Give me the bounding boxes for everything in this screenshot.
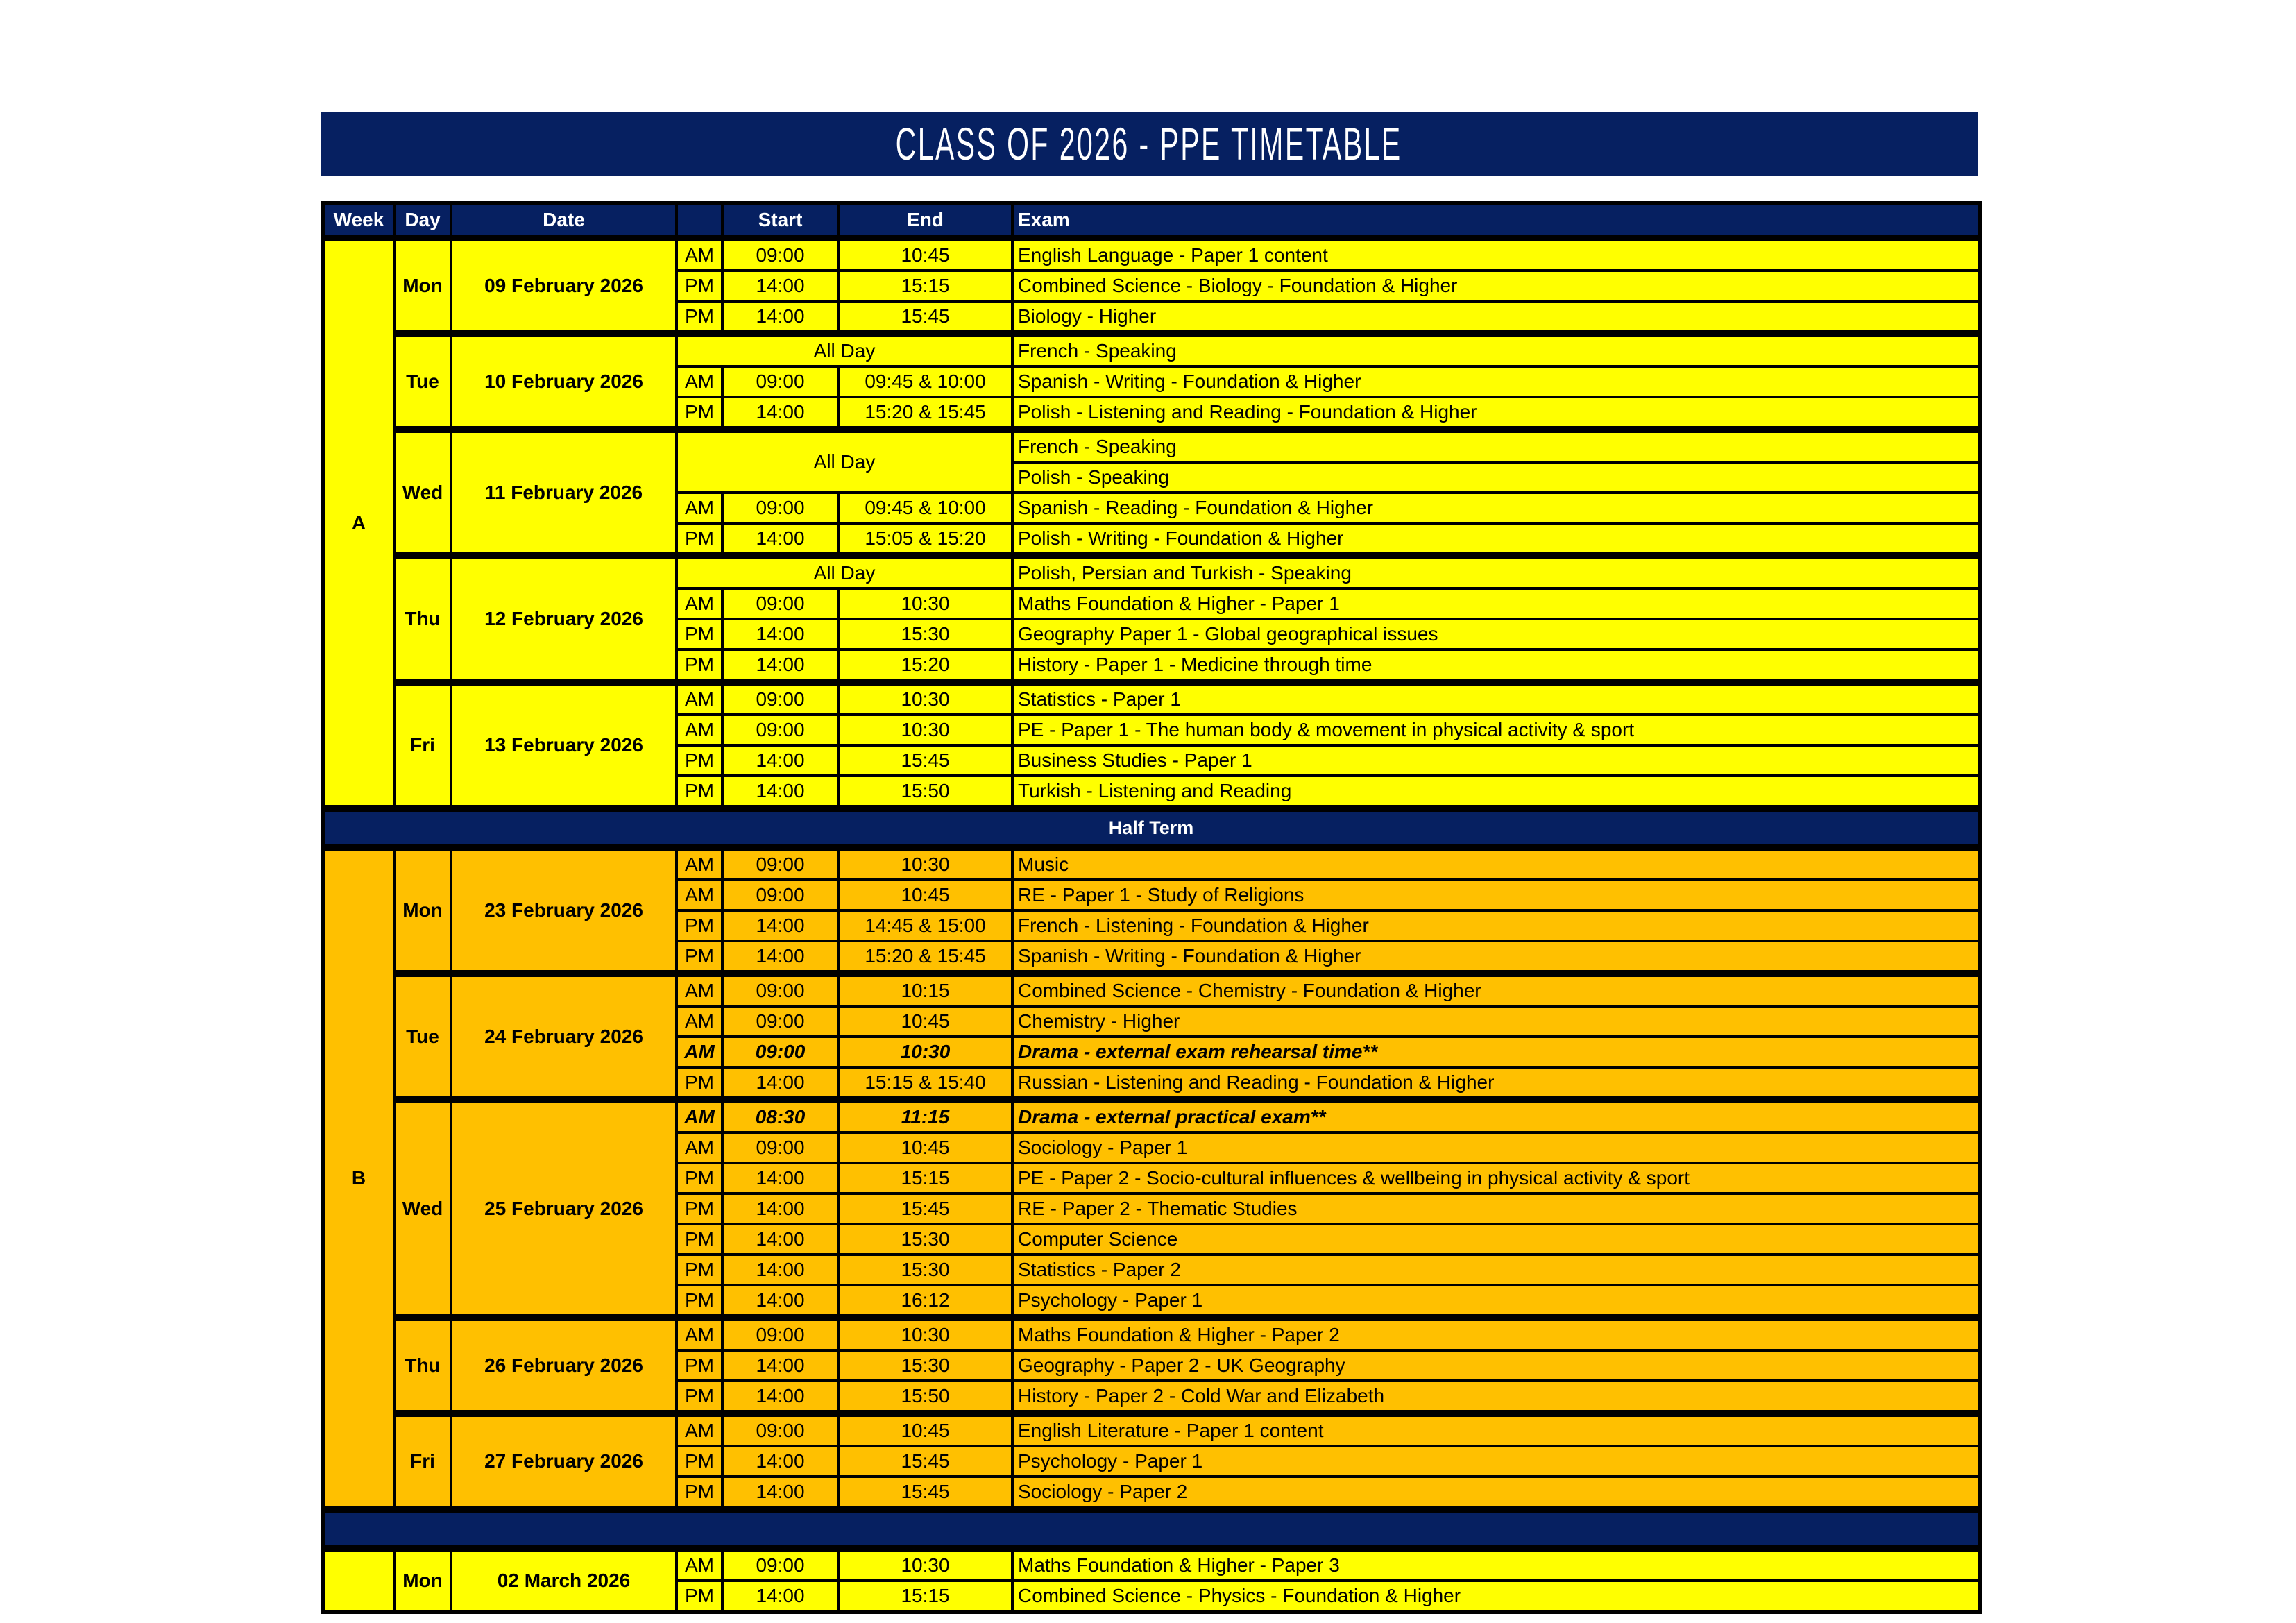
- day-cell: Wed: [394, 1100, 451, 1318]
- end-time-cell: 16:12: [838, 1285, 1012, 1318]
- end-time-cell: 15:50: [838, 776, 1012, 808]
- end-time-cell: 15:30: [838, 1350, 1012, 1381]
- end-time-cell: 15:15 & 15:40: [838, 1067, 1012, 1100]
- end-time-cell: 15:20 & 15:45: [838, 941, 1012, 974]
- end-time-cell: 10:45: [838, 238, 1012, 271]
- session-cell: AM: [677, 974, 722, 1006]
- start-time-cell: 14:00: [722, 910, 838, 941]
- session-cell: AM: [677, 1037, 722, 1067]
- exam-cell: Statistics - Paper 2: [1012, 1255, 1980, 1285]
- start-time-cell: 09:00: [722, 493, 838, 523]
- day-cell: Fri: [394, 1413, 451, 1509]
- session-cell: PM: [677, 1224, 722, 1255]
- exam-cell: Psychology - Paper 1: [1012, 1446, 1980, 1477]
- start-time-cell: 14:00: [722, 1446, 838, 1477]
- end-time-cell: 11:15: [838, 1100, 1012, 1132]
- exam-cell: Combined Science - Biology - Foundation & Higher: [1012, 271, 1980, 301]
- end-time-cell: 10:30: [838, 1037, 1012, 1067]
- exam-cell: Sociology - Paper 2: [1012, 1477, 1980, 1509]
- exam-cell: Business Studies - Paper 1: [1012, 745, 1980, 776]
- end-time-cell: 15:45: [838, 1446, 1012, 1477]
- exam-cell: Music: [1012, 847, 1980, 880]
- divider-row: [323, 1509, 1980, 1548]
- week-cell: [323, 1548, 394, 1612]
- session-cell: AM: [677, 493, 722, 523]
- start-time-cell: 14:00: [722, 619, 838, 649]
- divider-label: [323, 1509, 1980, 1548]
- end-time-cell: 10:30: [838, 682, 1012, 715]
- exam-cell: Biology - Higher: [1012, 301, 1980, 334]
- end-time-cell: 15:30: [838, 1255, 1012, 1285]
- exam-row: [323, 1413, 1980, 1446]
- end-time-cell: 10:15: [838, 974, 1012, 1006]
- date-cell: 26 February 2026: [451, 1318, 677, 1413]
- session-cell: AM: [677, 1006, 722, 1037]
- header-cell-day: Day: [394, 203, 451, 238]
- start-time-cell: 09:00: [722, 1037, 838, 1067]
- header-cell-exam: Exam: [1012, 203, 1980, 238]
- all-day-cell: All Day: [677, 334, 1012, 366]
- exam-row: [323, 1318, 1980, 1350]
- exam-row: [323, 430, 1980, 462]
- exam-cell: Geography - Paper 2 - UK Geography: [1012, 1350, 1980, 1381]
- session-cell: AM: [677, 682, 722, 715]
- end-time-cell: 10:30: [838, 715, 1012, 745]
- end-time-cell: 09:45 & 10:00: [838, 366, 1012, 397]
- session-cell: PM: [677, 1193, 722, 1224]
- session-cell: PM: [677, 397, 722, 430]
- start-time-cell: 08:30: [722, 1100, 838, 1132]
- start-time-cell: 09:00: [722, 1318, 838, 1350]
- day-cell: Thu: [394, 556, 451, 682]
- end-time-cell: 09:45 & 10:00: [838, 493, 1012, 523]
- end-time-cell: 15:30: [838, 1224, 1012, 1255]
- session-cell: PM: [677, 941, 722, 974]
- session-cell: AM: [677, 366, 722, 397]
- session-cell: PM: [677, 1381, 722, 1413]
- session-cell: PM: [677, 1446, 722, 1477]
- header-cell-session: [677, 203, 722, 238]
- header-cell-start: Start: [722, 203, 838, 238]
- end-time-cell: 15:45: [838, 301, 1012, 334]
- header-cell-end: End: [838, 203, 1012, 238]
- start-time-cell: 14:00: [722, 301, 838, 334]
- session-cell: AM: [677, 715, 722, 745]
- exam-cell: French - Listening - Foundation & Higher: [1012, 910, 1980, 941]
- exam-cell: Drama - external practical exam**: [1012, 1100, 1980, 1132]
- exam-cell: Russian - Listening and Reading - Foundation & Higher: [1012, 1067, 1980, 1100]
- start-time-cell: 14:00: [722, 1224, 838, 1255]
- date-cell: 27 February 2026: [451, 1413, 677, 1509]
- start-time-cell: 14:00: [722, 1255, 838, 1285]
- start-time-cell: 14:00: [722, 397, 838, 430]
- end-time-cell: 15:05 & 15:20: [838, 523, 1012, 556]
- exam-cell: Combined Science - Physics - Foundation & Higher: [1012, 1581, 1980, 1612]
- exam-cell: Turkish - Listening and Reading: [1012, 776, 1980, 808]
- end-time-cell: 10:45: [838, 880, 1012, 910]
- start-time-cell: 09:00: [722, 1413, 838, 1446]
- exam-row: [323, 847, 1980, 880]
- start-time-cell: 09:00: [722, 1006, 838, 1037]
- date-cell: 02 March 2026: [451, 1548, 677, 1612]
- exam-cell: English Language - Paper 1 content: [1012, 238, 1980, 271]
- title-bar: [321, 112, 1978, 176]
- session-cell: PM: [677, 1067, 722, 1100]
- start-time-cell: 14:00: [722, 1350, 838, 1381]
- session-cell: PM: [677, 301, 722, 334]
- session-cell: PM: [677, 1255, 722, 1285]
- session-cell: AM: [677, 238, 722, 271]
- end-time-cell: 15:15: [838, 1581, 1012, 1612]
- exam-cell: Combined Science - Chemistry - Foundation & Higher: [1012, 974, 1980, 1006]
- session-cell: PM: [677, 1285, 722, 1318]
- start-time-cell: 09:00: [722, 366, 838, 397]
- session-cell: AM: [677, 847, 722, 880]
- start-time-cell: 14:00: [722, 649, 838, 682]
- date-cell: 11 February 2026: [451, 430, 677, 556]
- start-time-cell: 09:00: [722, 974, 838, 1006]
- exam-cell: Psychology - Paper 1: [1012, 1285, 1980, 1318]
- exam-row: [323, 682, 1980, 715]
- session-cell: AM: [677, 1132, 722, 1163]
- page-title: CLASS OF 2026 - PPE TIMETABLE: [896, 118, 1402, 169]
- exam-cell: Chemistry - Higher: [1012, 1006, 1980, 1037]
- week-cell: B: [323, 847, 394, 1509]
- exam-cell: Spanish - Writing - Foundation & Higher: [1012, 941, 1980, 974]
- session-cell: AM: [677, 1100, 722, 1132]
- day-cell: Mon: [394, 1548, 451, 1612]
- header-cell-date: Date: [451, 203, 677, 238]
- exam-cell: Polish - Speaking: [1012, 462, 1980, 493]
- exam-row: [323, 556, 1980, 588]
- end-time-cell: 15:20: [838, 649, 1012, 682]
- start-time-cell: 14:00: [722, 745, 838, 776]
- exam-cell: French - Speaking: [1012, 334, 1980, 366]
- date-cell: 09 February 2026: [451, 238, 677, 334]
- session-cell: PM: [677, 776, 722, 808]
- session-cell: AM: [677, 880, 722, 910]
- ppe-timetable: [321, 201, 1982, 1614]
- start-time-cell: 14:00: [722, 1163, 838, 1193]
- day-cell: Fri: [394, 682, 451, 808]
- exam-cell: RE - Paper 1 - Study of Religions: [1012, 880, 1980, 910]
- exam-cell: Polish - Writing - Foundation & Higher: [1012, 523, 1980, 556]
- exam-row: [323, 1100, 1980, 1132]
- date-cell: 12 February 2026: [451, 556, 677, 682]
- end-time-cell: 10:45: [838, 1413, 1012, 1446]
- end-time-cell: 15:15: [838, 271, 1012, 301]
- day-cell: Mon: [394, 238, 451, 334]
- end-time-cell: 15:50: [838, 1381, 1012, 1413]
- exam-cell: French - Speaking: [1012, 430, 1980, 462]
- start-time-cell: 14:00: [722, 1581, 838, 1612]
- start-time-cell: 14:00: [722, 271, 838, 301]
- exam-cell: Sociology - Paper 1: [1012, 1132, 1980, 1163]
- start-time-cell: 14:00: [722, 523, 838, 556]
- session-cell: AM: [677, 588, 722, 619]
- day-cell: Tue: [394, 334, 451, 430]
- day-cell: Mon: [394, 847, 451, 974]
- session-cell: AM: [677, 1318, 722, 1350]
- session-cell: PM: [677, 619, 722, 649]
- session-cell: PM: [677, 649, 722, 682]
- exam-cell: Spanish - Writing - Foundation & Higher: [1012, 366, 1980, 397]
- session-cell: PM: [677, 910, 722, 941]
- exam-row: [323, 238, 1980, 271]
- exam-row: [323, 974, 1980, 1006]
- start-time-cell: 14:00: [722, 1067, 838, 1100]
- start-time-cell: 14:00: [722, 1193, 838, 1224]
- session-cell: PM: [677, 1477, 722, 1509]
- end-time-cell: 10:30: [838, 847, 1012, 880]
- date-cell: 23 February 2026: [451, 847, 677, 974]
- end-time-cell: 10:30: [838, 1318, 1012, 1350]
- session-cell: PM: [677, 271, 722, 301]
- exam-cell: PE - Paper 1 - The human body & movement in physical activity & sport: [1012, 715, 1980, 745]
- end-time-cell: 15:45: [838, 745, 1012, 776]
- date-cell: 10 February 2026: [451, 334, 677, 430]
- end-time-cell: 15:20 & 15:45: [838, 397, 1012, 430]
- divider-row: [323, 808, 1980, 847]
- exam-cell: RE - Paper 2 - Thematic Studies: [1012, 1193, 1980, 1224]
- start-time-cell: 09:00: [722, 682, 838, 715]
- exam-cell: Maths Foundation & Higher - Paper 2: [1012, 1318, 1980, 1350]
- session-cell: PM: [677, 523, 722, 556]
- start-time-cell: 09:00: [722, 1132, 838, 1163]
- session-cell: AM: [677, 1548, 722, 1581]
- day-cell: Tue: [394, 974, 451, 1100]
- day-cell: Thu: [394, 1318, 451, 1413]
- all-day-cell: All Day: [677, 556, 1012, 588]
- end-time-cell: 15:45: [838, 1193, 1012, 1224]
- date-cell: 13 February 2026: [451, 682, 677, 808]
- exam-cell: Geography Paper 1 - Global geographical issues: [1012, 619, 1980, 649]
- date-cell: 24 February 2026: [451, 974, 677, 1100]
- exam-cell: English Literature - Paper 1 content: [1012, 1413, 1980, 1446]
- end-time-cell: 10:45: [838, 1006, 1012, 1037]
- all-day-cell: All Day: [677, 430, 1012, 493]
- start-time-cell: 09:00: [722, 715, 838, 745]
- exam-cell: Drama - external exam rehearsal time**: [1012, 1037, 1980, 1067]
- start-time-cell: 14:00: [722, 1285, 838, 1318]
- week-cell: A: [323, 238, 394, 808]
- session-cell: PM: [677, 1581, 722, 1612]
- start-time-cell: 09:00: [722, 238, 838, 271]
- exam-cell: History - Paper 1 - Medicine through time: [1012, 649, 1980, 682]
- start-time-cell: 14:00: [722, 941, 838, 974]
- divider-label: Half Term: [323, 808, 1980, 847]
- end-time-cell: 15:15: [838, 1163, 1012, 1193]
- exam-cell: Maths Foundation & Higher - Paper 3: [1012, 1548, 1980, 1581]
- exam-row: [323, 334, 1980, 366]
- exam-row: [323, 1548, 1980, 1581]
- header-cell-week: Week: [323, 203, 394, 238]
- start-time-cell: 09:00: [722, 1548, 838, 1581]
- exam-cell: Spanish - Reading - Foundation & Higher: [1012, 493, 1980, 523]
- start-time-cell: 09:00: [722, 847, 838, 880]
- session-cell: PM: [677, 745, 722, 776]
- end-time-cell: 15:30: [838, 619, 1012, 649]
- session-cell: AM: [677, 1413, 722, 1446]
- start-time-cell: 14:00: [722, 1381, 838, 1413]
- exam-cell: Polish - Listening and Reading - Foundation & Higher: [1012, 397, 1980, 430]
- start-time-cell: 09:00: [722, 588, 838, 619]
- session-cell: PM: [677, 1350, 722, 1381]
- start-time-cell: 09:00: [722, 880, 838, 910]
- start-time-cell: 14:00: [722, 1477, 838, 1509]
- session-cell: PM: [677, 1163, 722, 1193]
- end-time-cell: 15:45: [838, 1477, 1012, 1509]
- day-cell: Wed: [394, 430, 451, 556]
- start-time-cell: 14:00: [722, 776, 838, 808]
- end-time-cell: 10:45: [838, 1132, 1012, 1163]
- exam-cell: History - Paper 2 - Cold War and Elizabeth: [1012, 1381, 1980, 1413]
- header-row: [323, 203, 1980, 238]
- exam-cell: Polish, Persian and Turkish - Speaking: [1012, 556, 1980, 588]
- exam-cell: Statistics - Paper 1: [1012, 682, 1980, 715]
- exam-cell: PE - Paper 2 - Socio-cultural influences & wellbeing in physical activity & sport: [1012, 1163, 1980, 1193]
- end-time-cell: 10:30: [838, 1548, 1012, 1581]
- exam-cell: Computer Science: [1012, 1224, 1980, 1255]
- exam-cell: Maths Foundation & Higher - Paper 1: [1012, 588, 1980, 619]
- end-time-cell: 10:30: [838, 588, 1012, 619]
- date-cell: 25 February 2026: [451, 1100, 677, 1318]
- end-time-cell: 14:45 & 15:00: [838, 910, 1012, 941]
